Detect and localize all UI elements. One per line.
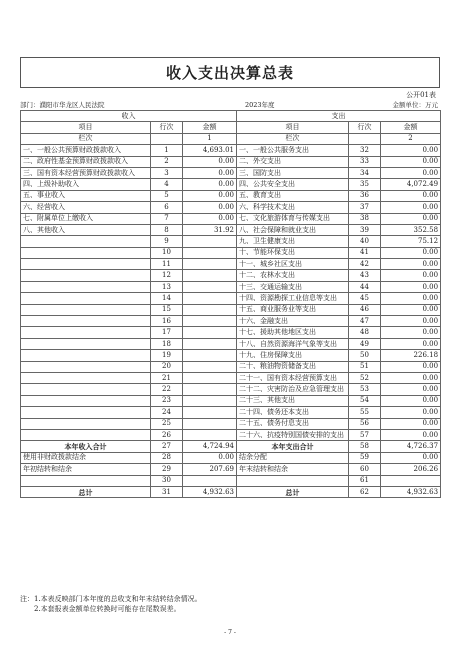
table-row <box>21 486 441 497</box>
expense-amount-cell: 0.00 <box>381 395 441 406</box>
expense-line-cell: 46 <box>349 304 381 315</box>
table-row <box>21 270 441 281</box>
expense-amount-cell: 75.12 <box>381 236 441 247</box>
expense-amount-cell: 0.00 <box>381 213 441 224</box>
table-row <box>21 316 441 327</box>
income-line-cell: 20 <box>151 361 183 372</box>
empty-cell <box>151 133 183 144</box>
income-line-cell: 26 <box>151 429 183 440</box>
income-amount-cell <box>183 429 237 440</box>
expense-amount-cell: 0.00 <box>381 259 441 270</box>
expense-item-cell: 十九、住房保障支出 <box>237 350 349 361</box>
income-line-cell: 13 <box>151 281 183 292</box>
expense-line-header: 行次 <box>349 122 381 133</box>
expense-item-cell: 十、节能环保支出 <box>237 247 349 258</box>
income-line-cell: 8 <box>151 224 183 235</box>
expense-amount-cell: 0.00 <box>381 304 441 315</box>
income-amount-cell <box>183 281 237 292</box>
table-row <box>21 384 441 395</box>
report-title: 收入支出决算总表 <box>20 57 440 88</box>
income-amount-cell <box>183 418 237 429</box>
footnote-2: 2.本套报表金额单位转换时可能存在尾数误差。 <box>34 605 181 613</box>
income-line-cell: 1 <box>151 145 183 156</box>
expense-line-cell: 57 <box>349 429 381 440</box>
expense-amount-cell <box>381 475 441 486</box>
income-line-cell: 6 <box>151 202 183 213</box>
income-item-cell: 二、政府性基金预算财政拨款收入 <box>21 156 151 167</box>
income-amount-cell <box>183 372 237 383</box>
income-amount-cell: 0.00 <box>183 179 237 190</box>
expense-item-cell: 七、文化旅游体育与传媒支出 <box>237 213 349 224</box>
income-amount-cell: 4,693.01 <box>183 145 237 156</box>
income-item-cell <box>21 384 151 395</box>
expense-item-cell: 十七、援助其他地区支出 <box>237 327 349 338</box>
income-line-cell: 19 <box>151 350 183 361</box>
expense-line-cell: 32 <box>349 145 381 156</box>
expense-amount-cell: 206.26 <box>381 464 441 475</box>
income-item-cell <box>21 475 151 486</box>
expense-item-header: 项目 <box>237 122 349 133</box>
income-item-cell: 本年收入合计 <box>21 441 151 452</box>
expense-item-cell: 五、教育支出 <box>237 190 349 201</box>
expense-line-cell: 53 <box>349 384 381 395</box>
income-amount-cell: 0.00 <box>183 202 237 213</box>
income-item-cell: 总计 <box>21 486 151 497</box>
income-item-cell <box>21 316 151 327</box>
expense-line-cell: 43 <box>349 270 381 281</box>
footnotes <box>20 594 440 614</box>
expense-line-cell: 54 <box>349 395 381 406</box>
income-line-cell: 30 <box>151 475 183 486</box>
income-item-cell <box>21 236 151 247</box>
department-label: 部门：濮阳市华龙区人民法院 <box>20 101 105 109</box>
expense-line-cell: 39 <box>349 224 381 235</box>
expense-line-cell: 49 <box>349 338 381 349</box>
expense-amount-cell: 0.00 <box>381 316 441 327</box>
income-amount-cell <box>183 384 237 395</box>
expense-amount-cell: 0.00 <box>381 338 441 349</box>
expense-line-cell: 41 <box>349 247 381 258</box>
income-amount-cell <box>183 475 237 486</box>
table-row <box>21 418 441 429</box>
expense-amount-cell: 4,932.63 <box>381 486 441 497</box>
table-row <box>21 429 441 440</box>
expense-amount-cell: 0.00 <box>381 361 441 372</box>
expense-amount-cell: 0.00 <box>381 190 441 201</box>
income-amount-cell <box>183 293 237 304</box>
expense-item-cell: 十五、商业服务业等支出 <box>237 304 349 315</box>
table-row <box>21 361 441 372</box>
income-item-cell <box>21 338 151 349</box>
income-item-cell: 三、国有资本经营预算财政拨款收入 <box>21 167 151 178</box>
expense-item-cell: 三、国防支出 <box>237 167 349 178</box>
income-line-cell: 31 <box>151 486 183 497</box>
column-header-row <box>21 122 441 133</box>
expense-section-header: 支出 <box>237 111 441 122</box>
expense-amount-cell: 226.18 <box>381 350 441 361</box>
expense-line-cell: 55 <box>349 407 381 418</box>
table-row <box>21 247 441 258</box>
expense-line-cell: 50 <box>349 350 381 361</box>
expense-item-cell: 六、科学技术支出 <box>237 202 349 213</box>
income-item-cell <box>21 281 151 292</box>
table-row <box>21 293 441 304</box>
income-item-cell <box>21 293 151 304</box>
expense-line-cell: 51 <box>349 361 381 372</box>
income-item-cell <box>21 350 151 361</box>
expense-line-cell: 47 <box>349 316 381 327</box>
income-item-cell: 七、附属单位上缴收入 <box>21 213 151 224</box>
table-row <box>21 281 441 292</box>
expense-item-cell: 九、卫生健康支出 <box>237 236 349 247</box>
summary-table <box>20 110 441 498</box>
income-line-cell: 12 <box>151 270 183 281</box>
income-amount-cell <box>183 361 237 372</box>
table-row <box>21 167 441 178</box>
table-row <box>21 202 441 213</box>
income-line-cell: 29 <box>151 464 183 475</box>
fiscal-year: 2023年度 <box>245 101 275 109</box>
income-line-cell: 24 <box>151 407 183 418</box>
table-row <box>21 213 441 224</box>
income-item-cell: 使用非财政拨款结余 <box>21 452 151 463</box>
income-amount-cell <box>183 247 237 258</box>
income-item-cell <box>21 372 151 383</box>
expense-amount-cell: 0.00 <box>381 145 441 156</box>
income-section-header: 收入 <box>21 111 237 122</box>
expense-amount-cell: 0.00 <box>381 156 441 167</box>
expense-line-cell: 33 <box>349 156 381 167</box>
table-code: 公开01表 <box>406 91 436 99</box>
expense-line-cell: 35 <box>349 179 381 190</box>
income-amount-cell: 4,932.63 <box>183 486 237 497</box>
table-row <box>21 236 441 247</box>
expense-line-cell: 56 <box>349 418 381 429</box>
income-item-cell: 五、事业收入 <box>21 190 151 201</box>
table-row <box>21 179 441 190</box>
expense-item-cell: 十四、资源勘探工业信息等支出 <box>237 293 349 304</box>
expense-item-cell: 十一、城乡社区支出 <box>237 259 349 270</box>
report-meta <box>20 100 440 110</box>
footnote-1: 注：1.本表反映部门本年度的总收支和年末结转结余情况。 <box>20 595 202 603</box>
income-line-header: 行次 <box>151 122 183 133</box>
expense-amount-cell: 0.00 <box>381 293 441 304</box>
income-item-cell <box>21 395 151 406</box>
expense-line-cell: 37 <box>349 202 381 213</box>
expense-item-cell: 二十一、国有资本经营预算支出 <box>237 372 349 383</box>
empty-cell <box>349 133 381 144</box>
table-row <box>21 395 441 406</box>
income-item-cell <box>21 304 151 315</box>
expense-amount-cell: 0.00 <box>381 407 441 418</box>
expense-item-cell: 总计 <box>237 486 349 497</box>
income-item-cell: 年初结转和结余 <box>21 464 151 475</box>
expense-line-cell: 61 <box>349 475 381 486</box>
income-line-cell: 18 <box>151 338 183 349</box>
income-amount-cell: 0.00 <box>183 156 237 167</box>
expense-line-cell: 48 <box>349 327 381 338</box>
expense-item-cell: 二十六、抗疫特别国债安排的支出 <box>237 429 349 440</box>
income-amount-cell: 0.00 <box>183 167 237 178</box>
expense-amount-cell: 0.00 <box>381 384 441 395</box>
income-line-cell: 28 <box>151 452 183 463</box>
expense-item-cell: 结余分配 <box>237 452 349 463</box>
expense-line-cell: 44 <box>349 281 381 292</box>
income-item-cell <box>21 259 151 270</box>
income-amount-header: 金额 <box>183 122 237 133</box>
expense-line-cell: 40 <box>349 236 381 247</box>
income-line-cell: 5 <box>151 190 183 201</box>
expense-amount-cell: 0.00 <box>381 429 441 440</box>
income-item-cell: 一、一般公共预算财政拨款收入 <box>21 145 151 156</box>
income-amount-cell <box>183 236 237 247</box>
expense-item-cell: 十八、自然资源海洋气象等支出 <box>237 338 349 349</box>
income-amount-cell: 4,724.94 <box>183 441 237 452</box>
income-amount-cell: 207.69 <box>183 464 237 475</box>
table-row <box>21 441 441 452</box>
expense-item-cell: 十二、农林水支出 <box>237 270 349 281</box>
table-row <box>21 190 441 201</box>
table-row <box>21 452 441 463</box>
table-row <box>21 304 441 315</box>
expense-line-cell: 42 <box>349 259 381 270</box>
expense-item-cell: 二十、粮油物资储备支出 <box>237 361 349 372</box>
income-item-cell: 四、上级补助收入 <box>21 179 151 190</box>
expense-amount-cell: 0.00 <box>381 270 441 281</box>
expense-item-cell: 八、社会保障和就业支出 <box>237 224 349 235</box>
expense-item-cell: 本年支出合计 <box>237 441 349 452</box>
expense-line-cell: 52 <box>349 372 381 383</box>
income-item-cell <box>21 418 151 429</box>
table-row <box>21 475 441 486</box>
income-line-cell: 23 <box>151 395 183 406</box>
table-row <box>21 338 441 349</box>
income-amount-cell <box>183 316 237 327</box>
expense-amount-cell: 0.00 <box>381 281 441 292</box>
expense-item-cell <box>237 475 349 486</box>
income-col-label: 栏次 <box>21 133 151 144</box>
table-row <box>21 350 441 361</box>
expense-item-cell: 年末结转和结余 <box>237 464 349 475</box>
income-amount-cell <box>183 327 237 338</box>
income-line-cell: 2 <box>151 156 183 167</box>
expense-amount-cell: 0.00 <box>381 247 441 258</box>
income-line-cell: 16 <box>151 316 183 327</box>
income-line-cell: 15 <box>151 304 183 315</box>
income-line-cell: 9 <box>151 236 183 247</box>
income-line-cell: 3 <box>151 167 183 178</box>
expense-item-cell: 一、一般公共服务支出 <box>237 145 349 156</box>
expense-amount-cell: 4,072.49 <box>381 179 441 190</box>
expense-amount-cell: 0.00 <box>381 167 441 178</box>
expense-amount-cell: 0.00 <box>381 452 441 463</box>
expense-line-cell: 38 <box>349 213 381 224</box>
income-amount-cell: 0.00 <box>183 213 237 224</box>
income-line-cell: 4 <box>151 179 183 190</box>
table-row <box>21 145 441 156</box>
income-line-cell: 11 <box>151 259 183 270</box>
expense-item-cell: 四、公共安全支出 <box>237 179 349 190</box>
table-row <box>21 407 441 418</box>
expense-item-cell: 二、外交支出 <box>237 156 349 167</box>
income-item-cell <box>21 407 151 418</box>
amount-unit: 金额单位：万元 <box>392 101 438 109</box>
expense-item-cell: 十六、金融支出 <box>237 316 349 327</box>
table-row <box>21 464 441 475</box>
income-line-cell: 14 <box>151 293 183 304</box>
page-number: - 7 - <box>224 629 236 636</box>
income-line-cell: 25 <box>151 418 183 429</box>
expense-line-cell: 45 <box>349 293 381 304</box>
income-item-cell: 八、其他收入 <box>21 224 151 235</box>
expense-amount-cell: 0.00 <box>381 202 441 213</box>
expense-item-cell: 二十三、其他支出 <box>237 395 349 406</box>
income-item-cell <box>21 247 151 258</box>
income-amount-cell <box>183 338 237 349</box>
expense-amount-header: 金额 <box>381 122 441 133</box>
expense-item-cell: 二十四、债务还本支出 <box>237 407 349 418</box>
expense-item-cell: 二十二、灾害防治及应急管理支出 <box>237 384 349 395</box>
expense-amount-cell: 352.58 <box>381 224 441 235</box>
income-item-cell <box>21 429 151 440</box>
expense-line-cell: 60 <box>349 464 381 475</box>
income-line-cell: 21 <box>151 372 183 383</box>
expense-amount-cell: 0.00 <box>381 372 441 383</box>
income-item-cell <box>21 327 151 338</box>
expense-line-cell: 36 <box>349 190 381 201</box>
expense-line-cell: 62 <box>349 486 381 497</box>
expense-line-cell: 59 <box>349 452 381 463</box>
income-line-cell: 22 <box>151 384 183 395</box>
income-line-cell: 17 <box>151 327 183 338</box>
income-amount-cell: 31.92 <box>183 224 237 235</box>
expense-line-cell: 34 <box>349 167 381 178</box>
expense-amount-cell: 4,726.37 <box>381 441 441 452</box>
expense-col-number: 2 <box>381 133 441 144</box>
income-line-cell: 10 <box>151 247 183 258</box>
expense-line-cell: 58 <box>349 441 381 452</box>
income-col-number: 1 <box>183 133 237 144</box>
expense-amount-cell: 0.00 <box>381 418 441 429</box>
table-row <box>21 327 441 338</box>
column-number-row <box>21 133 441 144</box>
expense-amount-cell: 0.00 <box>381 327 441 338</box>
income-item-cell <box>21 270 151 281</box>
income-item-cell: 六、经营收入 <box>21 202 151 213</box>
income-line-cell: 27 <box>151 441 183 452</box>
section-header-row <box>21 111 441 122</box>
income-amount-cell <box>183 304 237 315</box>
table-row <box>21 259 441 270</box>
income-amount-cell: 0.00 <box>183 190 237 201</box>
expense-item-cell: 十三、交通运输支出 <box>237 281 349 292</box>
income-item-cell <box>21 361 151 372</box>
income-item-header: 项目 <box>21 122 151 133</box>
income-amount-cell: 0.00 <box>183 452 237 463</box>
income-amount-cell <box>183 395 237 406</box>
table-row <box>21 156 441 167</box>
income-amount-cell <box>183 270 237 281</box>
table-row <box>21 372 441 383</box>
income-amount-cell <box>183 407 237 418</box>
income-line-cell: 7 <box>151 213 183 224</box>
table-row <box>21 224 441 235</box>
income-amount-cell <box>183 259 237 270</box>
income-amount-cell <box>183 350 237 361</box>
expense-col-label: 栏次 <box>237 133 349 144</box>
expense-item-cell: 二十五、债务付息支出 <box>237 418 349 429</box>
